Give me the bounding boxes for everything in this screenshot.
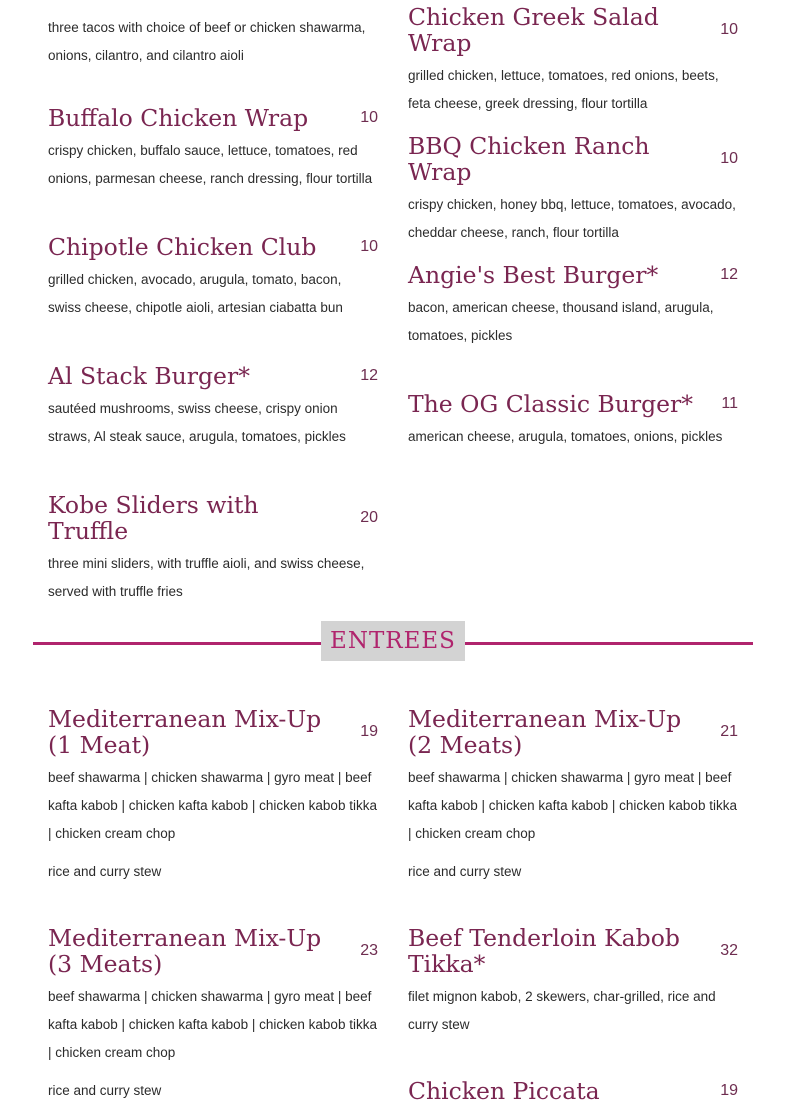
item-name: Beef Tenderloin Kabob Tikka* bbox=[408, 924, 680, 978]
item-name: Kobe Sliders with Truffle bbox=[48, 491, 259, 545]
item-description: crispy chicken, honey bbq, lettuce, tomatoes, avocado, cheddar cheese, ranch, flour tortilla bbox=[408, 197, 736, 240]
item-name: Chicken Greek Salad Wrap bbox=[408, 3, 659, 57]
item-price: 10 bbox=[360, 238, 378, 255]
item-description: grilled chicken, lettuce, tomatoes, red onions, beets, feta cheese, greek dressing, flour tortilla bbox=[408, 68, 719, 111]
menu-item-mix-up-3-meats bbox=[48, 925, 378, 1105]
item-description: beef shawarma | chicken shawarma | gyro meat | beef kafta kabob | chicken kafta kabob | chicken kabob tikka | chicken cream chop bbox=[408, 770, 737, 841]
item-price: 19 bbox=[360, 723, 378, 740]
item-name: Mediterranean Mix-Up (3 Meats) bbox=[48, 924, 322, 978]
item-description: american cheese, arugula, tomatoes, onions, pickles bbox=[408, 429, 723, 444]
menu-item-al-stack-burger bbox=[48, 363, 378, 451]
menu-item-bbq-chicken-ranch-wrap bbox=[408, 133, 738, 247]
menu-item-chicken-piccata bbox=[408, 1078, 738, 1104]
item-price: 20 bbox=[360, 509, 378, 526]
item-price: 23 bbox=[360, 942, 378, 959]
menu-item-mix-up-2-meats bbox=[408, 706, 738, 886]
item-name: Mediterranean Mix-Up (1 Meat) bbox=[48, 705, 322, 759]
menu-item-buffalo-chicken-wrap bbox=[48, 105, 378, 193]
item-description: filet mignon kabob, 2 skewers, char-grilled, rice and curry stew bbox=[408, 989, 716, 1032]
item-price: 32 bbox=[720, 942, 738, 959]
menu-item-angies-best-burger bbox=[408, 262, 738, 350]
item-price: 10 bbox=[720, 21, 738, 38]
item-price: 12 bbox=[720, 266, 738, 283]
section-title-entrees: ENTREES bbox=[321, 621, 465, 661]
item-sides: rice and curry stew bbox=[48, 1083, 162, 1098]
item-price: 12 bbox=[360, 367, 378, 384]
item-sides: rice and curry stew bbox=[408, 864, 522, 879]
item-name: Al Stack Burger* bbox=[48, 362, 250, 390]
item-price: 10 bbox=[360, 109, 378, 126]
menu-item-mix-up-1-meat bbox=[48, 706, 378, 886]
item-description: grilled chicken, avocado, arugula, tomato, bacon, swiss cheese, chipotle aioli, artesian ciabatta bun bbox=[48, 272, 343, 315]
item-description: bacon, american cheese, thousand island, arugula, tomatoes, pickles bbox=[408, 300, 714, 343]
item-name: Buffalo Chicken Wrap bbox=[48, 104, 309, 132]
item-description: sautéed mushrooms, swiss cheese, crispy onion straws, Al steak sauce, arugula, tomatoes, pickles bbox=[48, 401, 346, 444]
item-description: crispy chicken, buffalo sauce, lettuce, tomatoes, red onions, parmesan cheese, ranch dressing, flour tortilla bbox=[48, 143, 373, 186]
item-name: BBQ Chicken Ranch Wrap bbox=[408, 132, 650, 186]
item-description: beef shawarma | chicken shawarma | gyro meat | beef kafta kabob | chicken kafta kabob | chicken kabob tikka | chicken cream chop bbox=[48, 770, 377, 841]
item-name: The OG Classic Burger* bbox=[408, 390, 694, 418]
item-name: Angie's Best Burger* bbox=[408, 261, 659, 289]
item-name: Chipotle Chicken Club bbox=[48, 233, 317, 261]
menu-item-tacos bbox=[48, 14, 378, 70]
item-sides: rice and curry stew bbox=[48, 864, 162, 879]
item-description: beef shawarma | chicken shawarma | gyro meat | beef kafta kabob | chicken kafta kabob | chicken kabob tikka | chicken cream chop bbox=[48, 989, 377, 1060]
menu-item-og-classic-burger bbox=[408, 391, 738, 451]
item-name: Chicken Piccata bbox=[408, 1077, 600, 1105]
item-name: Mediterranean Mix-Up (2 Meats) bbox=[408, 705, 682, 759]
menu-item-chipotle-chicken-club bbox=[48, 234, 378, 322]
menu-item-chicken-greek-salad-wrap bbox=[408, 4, 738, 118]
item-description: three tacos with choice of beef or chicken shawarma, onions, cilantro, and cilantro aioli bbox=[48, 20, 366, 63]
item-price: 21 bbox=[720, 723, 738, 740]
menu-item-beef-tenderloin-kabob-tikka bbox=[408, 925, 738, 1039]
item-price: 11 bbox=[721, 395, 738, 412]
item-price: 10 bbox=[720, 150, 738, 167]
item-description: three mini sliders, with truffle aioli, and swiss cheese, served with truffle fries bbox=[48, 556, 365, 599]
item-price: 19 bbox=[720, 1082, 738, 1099]
menu-item-kobe-sliders bbox=[48, 492, 378, 606]
